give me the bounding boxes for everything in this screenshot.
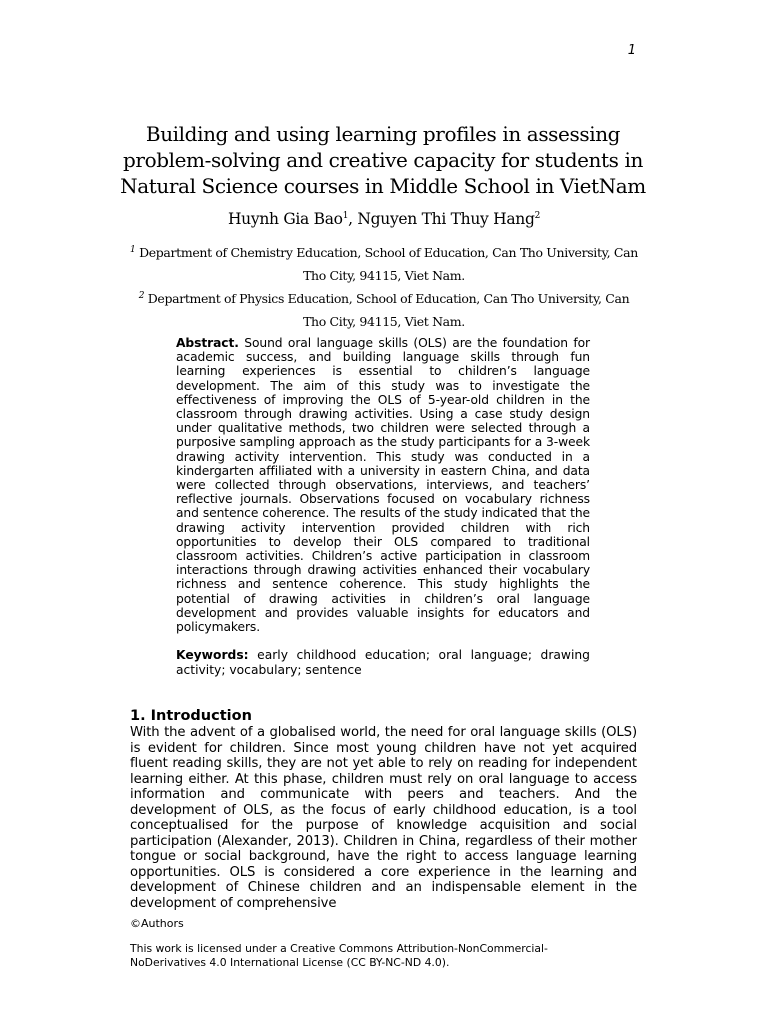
paper-title: Building and using learning profiles in assessing problem-solving and creative capacity for students in Natural Science courses in Middle School in VietNam <box>120 122 646 198</box>
author-line <box>100 210 668 228</box>
affiliation-1-text: Department of Chemistry Education, School of Education, Can Tho University, Can Tho City, 94115, Viet Nam. <box>139 245 638 283</box>
author-1-mark: 1 <box>342 210 349 221</box>
affiliation-1 <box>128 241 640 287</box>
affiliation-2 <box>128 287 640 333</box>
page-number: 1 <box>627 43 636 58</box>
affiliation-2-mark: 2 <box>138 290 145 301</box>
introduction-heading: 1. Introduction <box>130 708 252 724</box>
affiliation-1-mark: 1 <box>130 244 136 255</box>
author-1-name: Huynh Gia Bao <box>227 210 343 228</box>
affiliation-2-text: Department of Physics Education, School of Education, Can Tho University, Can Tho City, 94115, Viet Nam. <box>147 291 630 329</box>
keywords-label: Keywords: <box>176 648 249 662</box>
license-notice: This work is licensed under a Creative Commons Attribution-NonCommercial-NoDerivatives 4.0 International License (CC BY-NC-ND 4.0). <box>130 942 548 969</box>
abstract-label: Abstract. <box>176 336 239 350</box>
abstract-text: Sound oral language skills (OLS) are the foundation for academic success, and building language skills through fun learning experiences is essential to children’s language development. The aim of this study was to investigate the effectiveness of improving the OLS of 5-year-old children in the classroom through drawing activities. Using a case study design under qualitative methods, two children were selected through a purposive sampling approach as the study participants for a 3-week drawing activity intervention. This study was conducted in a kindergarten affiliated with a university in eastern China, and data were collected through observations, interviews, and teachers’ reflective journals. Observations focused on vocabulary richness and sentence coherence. The results of the study indicated that the drawing activity intervention provided children with rich opportunities to develop their OLS compared to traditional classroom activities. Children’s active participation in classroom interactions through drawing activities enhanced their vocabulary richness and sentence coherence. This study highlights the potential of drawing activities in children’s oral language development and provides valuable insights for educators and policymakers. <box>176 336 590 635</box>
keywords-text: early childhood education; oral language; drawing activity; vocabulary; sentence <box>176 648 590 677</box>
abstract <box>176 336 590 634</box>
introduction-paragraph: With the advent of a globalised world, the need for oral language skills (OLS) is evident for children. Since most young children have not yet acquired fluent reading skills, they are not yet able to rely on reading for independent learning either. At this phase, children must rely on oral language to access information and communicate with peers and teachers. And the development of OLS, as the focus of early childhood education, is a tool conceptualised for the purpose of knowledge acquisition and social participation (Alexander, 2013). Children in China, regardless of their mother tongue or social background, have the right to access language learning opportunities. OLS is considered a core experience in the learning and development of Chinese children and an indispensable element in the development of comprehensive <box>130 725 637 911</box>
keywords <box>176 648 590 677</box>
copyright-notice: ©Authors <box>130 917 184 930</box>
author-separator: , <box>348 210 358 228</box>
author-2-name: Nguyen Thi Thuy Hang <box>357 210 535 228</box>
author-2-mark: 2 <box>534 210 541 221</box>
